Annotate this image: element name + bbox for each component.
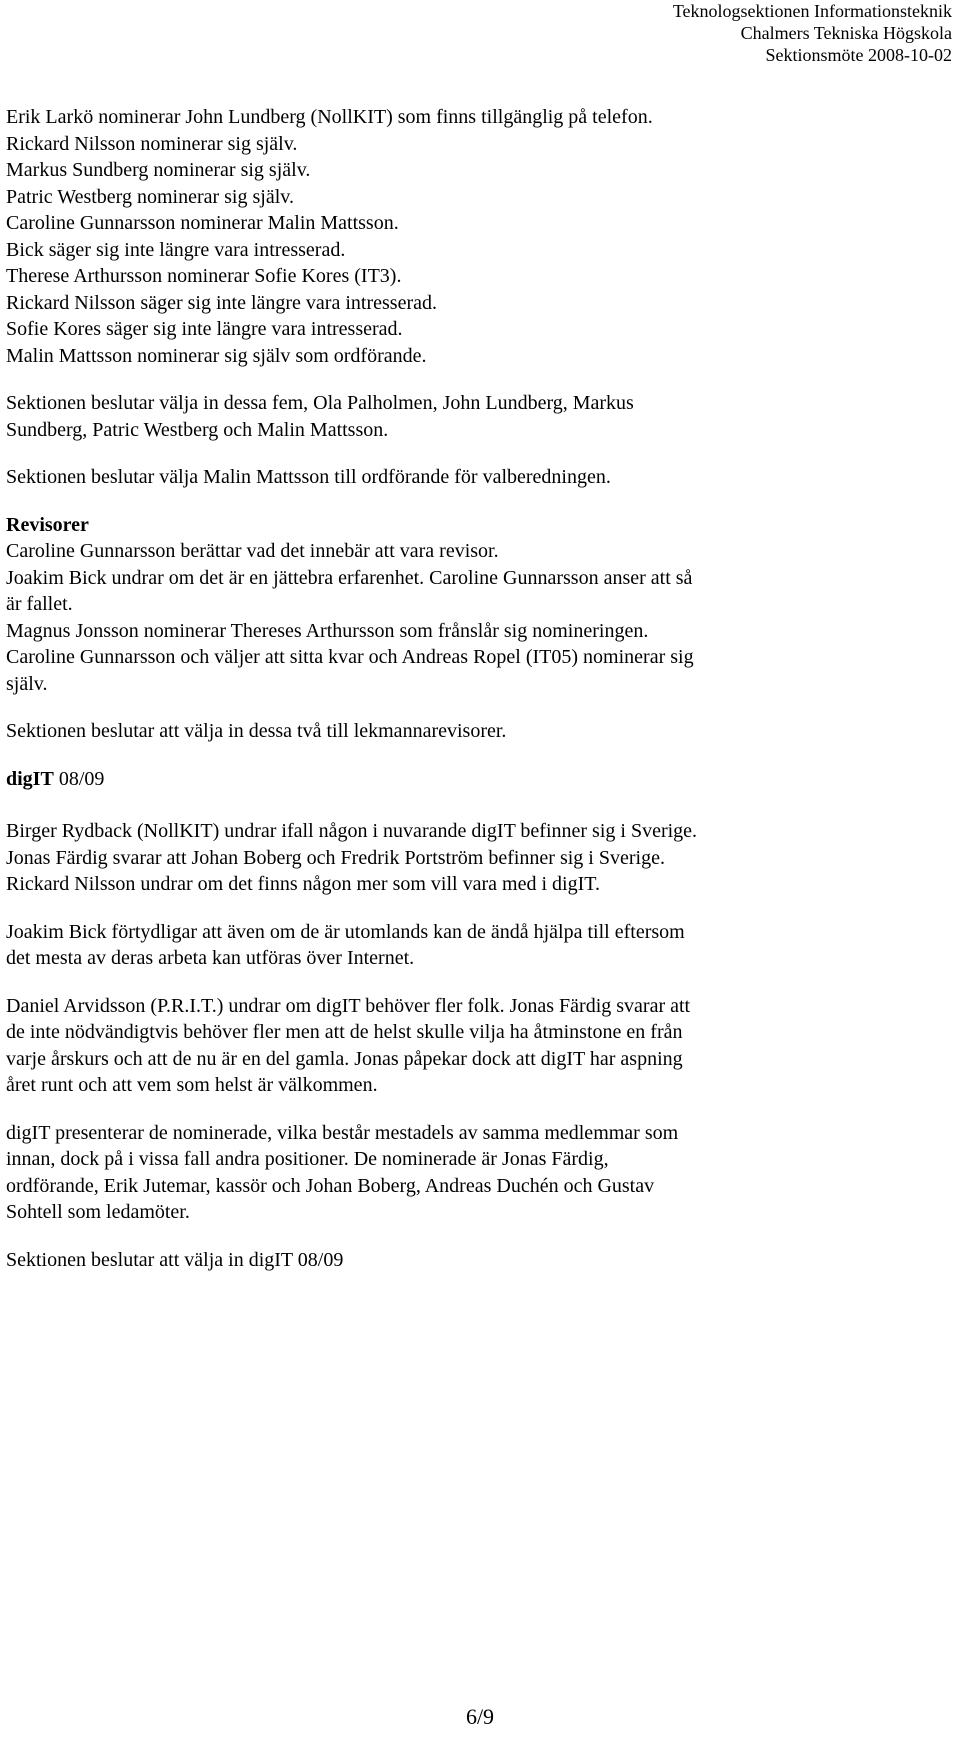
digit-decision: Sektionen beslutar att välja in digIT 08/09 — [6, 1248, 344, 1271]
section-heading-digit — [6, 766, 950, 793]
revisorer-decision: Sektionen beslutar att välja in dessa två till lekmannarevisorer. — [6, 720, 507, 742]
text-line: digIT presenterar de nominerade, vilka består mestadels av samma medlemmar som — [6, 1121, 679, 1144]
text-line: Bick säger sig inte längre vara intresserad. — [6, 238, 346, 261]
page-number — [0, 1704, 960, 1730]
page-header — [673, 0, 952, 66]
text-line: Joakim Bick förtydligar att även om de är utomlands kan de ändå hjälpa till eftersom — [6, 920, 685, 943]
heading-digit-name: digIT — [6, 767, 54, 790]
digit-paragraph-1 — [6, 818, 950, 898]
header-university: Chalmers Tekniska Högskola — [740, 23, 952, 43]
text-line: Markus Sundberg nominerar sig själv. — [6, 159, 311, 181]
text-line: Sohtell som ledamöter. — [6, 1201, 190, 1223]
text-line: Magnus Jonsson nominerar Thereses Arthursson som frånslår sig nomineringen. — [6, 619, 649, 642]
text-line: är fallet. — [6, 593, 73, 615]
text-line: Rickard Nilsson säger sig inte längre vara intresserad. — [6, 291, 437, 314]
heading-digit-year: 08/09 — [53, 767, 105, 790]
text-line: Caroline Gunnarsson nominerar Malin Mattsson. — [6, 212, 399, 234]
text-line: Jonas Färdig svarar att Johan Boberg och Fredrik Portström befinner sig i Sverige. — [6, 846, 665, 869]
text-line: Erik Larkö nominerar John Lundberg (NollKIT) som finns tillgänglig på telefon. — [6, 106, 653, 128]
text-line: innan, dock på i vissa fall andra positioner. De nominerade är Jonas Färdig, — [6, 1148, 609, 1170]
text-line: Patric Westberg nominerar sig själv. — [6, 185, 294, 208]
text-line: de inte nödvändigtvis behöver fler men att de helst skulle vilja ha åtminstone en från — [6, 1021, 683, 1043]
text-line: Daniel Arvidsson (P.R.I.T.) undrar om digIT behöver fler folk. Jonas Färdig svarar att — [6, 994, 691, 1017]
header-meeting-date: Sektionsmöte 2008-10-02 — [765, 45, 952, 65]
digit-paragraph-3 — [6, 993, 950, 1099]
text-line: Rickard Nilsson nominerar sig själv. — [6, 132, 298, 155]
page-number-text: 6/9 — [465, 1704, 495, 1729]
digit-paragraph-2 — [6, 919, 950, 972]
text-line: Therese Arthursson nominerar Sofie Kores (IT3). — [6, 265, 402, 287]
text-line: Rickard Nilsson undrar om det finns någon mer som vill vara med i digIT. — [6, 873, 600, 895]
document-body — [6, 104, 950, 1273]
text-line: Birger Rydback (NollKIT) undrar ifall någon i nuvarande digIT befinner sig i Sverige. — [6, 820, 698, 842]
text-line: Malin Mattsson nominerar sig själv som ordförande. — [6, 344, 427, 367]
valberedning-decision — [6, 390, 950, 443]
text-line: Caroline Gunnarsson berättar vad det innebär att vara revisor. — [6, 540, 499, 562]
text-line: Sundberg, Patric Westberg och Malin Mattsson. — [6, 418, 389, 441]
digit-paragraph-4 — [6, 1120, 950, 1226]
revisorer-discussion — [6, 538, 950, 697]
text-line: Joakim Bick undrar om det är en jättebra erfarenhet. Caroline Gunnarsson anser att så — [6, 566, 693, 589]
text-line: det mesta av deras arbeta kan utföras över Internet. — [6, 947, 415, 969]
text-line: själv. — [6, 672, 48, 695]
section-heading-revisorer: Revisorer — [6, 513, 89, 536]
text-line: varje årskurs och att de nu är en del gamla. Jonas påpekar dock att digIT har aspning — [6, 1047, 683, 1070]
text-line: ordförande, Erik Jutemar, kassör och Johan Boberg, Andreas Duchén och Gustav — [6, 1174, 655, 1197]
valberedning-nominations — [6, 104, 950, 369]
text-line: Sektionen beslutar välja in dessa fem, Ola Palholmen, John Lundberg, Markus — [6, 392, 634, 414]
text-line: året runt och att vem som helst är välkommen. — [6, 1074, 378, 1096]
header-organization: Teknologsektionen Informationsteknik — [672, 1, 952, 21]
text-line: Sofie Kores säger sig inte längre vara intresserad. — [6, 318, 403, 340]
chair-decision: Sektionen beslutar välja Malin Mattsson till ordförande för valberedningen. — [6, 466, 611, 488]
text-line: Caroline Gunnarsson och väljer att sitta kvar och Andreas Ropel (IT05) nominerar sig — [6, 646, 694, 668]
